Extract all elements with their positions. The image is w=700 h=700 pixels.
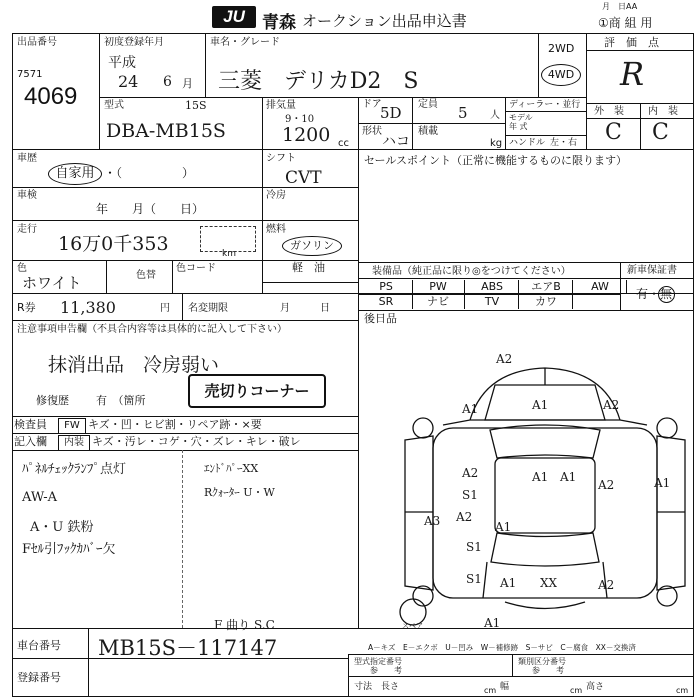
capacity-value: 5 xyxy=(458,104,468,122)
damage-mark: A1 xyxy=(532,398,549,412)
dims-cm3: cm xyxy=(676,686,689,695)
first-reg-label: 初度登録年月 xyxy=(104,37,164,48)
cc-unit: cc xyxy=(338,138,349,149)
interior-grade: C xyxy=(652,120,669,145)
damage-mark: A2 xyxy=(598,578,615,592)
equipment-item: ABS xyxy=(466,280,519,294)
class-number-ref: 参 考 xyxy=(532,666,564,675)
equipment-divider xyxy=(358,294,620,295)
handwritten-note: ﾊﾟﾈﾙﾁｪｯｸﾗﾝﾌﾟ点灯 xyxy=(22,462,127,477)
capacity-unit: 人 xyxy=(490,110,500,121)
damage-mark: S1 xyxy=(462,488,478,502)
color-swap-label: 色替 xyxy=(136,270,156,281)
org-name: 青森 xyxy=(262,13,296,33)
mileage-box xyxy=(200,226,256,252)
capacity-label: 定員 xyxy=(418,99,438,110)
shift-value: CVT xyxy=(285,168,322,188)
dealer-label: ディーラー・並行 xyxy=(509,100,581,110)
lot-small-number: 7571 xyxy=(17,69,43,80)
dims-height: 高さ xyxy=(586,682,605,692)
damage-legend: A－キズ E－エクボ U－凹み W－補修跡 S－サビ C－腐食 XX－交換済 xyxy=(368,643,636,652)
color-label: 色 xyxy=(17,263,27,274)
model-year-label: モデル 年 式 xyxy=(509,113,533,131)
first-reg-year: 24 xyxy=(118,72,139,91)
equipment-item: PS xyxy=(360,280,413,294)
dims-label: 寸法 長さ xyxy=(354,682,400,692)
model-note: 15S xyxy=(185,99,207,112)
damage-mark: A2 xyxy=(456,510,473,524)
warranty-value: 有・無 xyxy=(636,287,673,301)
chassis-label: 車台番号 xyxy=(17,639,61,652)
yen-unit: 円 xyxy=(160,303,170,314)
handwritten-note: A・U 鉄粉 xyxy=(30,520,94,535)
shape-label: 形状 xyxy=(362,126,382,137)
damage-mark: A1 xyxy=(532,470,549,484)
handle-options: 左・右 xyxy=(550,138,578,148)
warranty-none-circle xyxy=(658,286,675,303)
damage-mark: S1 xyxy=(466,540,482,554)
color-value: ホワイト xyxy=(22,274,82,292)
stamp-box: 売切りコーナー xyxy=(188,374,326,408)
damage-mark: S1 xyxy=(466,572,482,586)
history-value-circled: 自家用 xyxy=(48,163,102,185)
damage-mark: A3 xyxy=(424,514,441,528)
reg-no-label: 登録番号 xyxy=(17,671,61,684)
copy-number: ①商 組 用 xyxy=(598,16,653,30)
damage-mark: A1 xyxy=(462,402,479,416)
first-reg-month: 6 xyxy=(163,74,172,90)
inspector-label: 検査員 xyxy=(14,418,47,431)
sales-point-label: セールスポイント（正常に機能するものに限ります） xyxy=(364,154,628,167)
damage-mark: A1 xyxy=(654,476,671,490)
car-damage-diagram xyxy=(395,340,695,640)
handle-label: ハンドル xyxy=(509,138,546,148)
warranty-label: 新車保証書 xyxy=(627,265,677,276)
model-value: DBA-MB15S xyxy=(106,120,226,142)
name-change-value: 月 日 xyxy=(280,303,330,314)
damage-mark: A1 xyxy=(560,470,577,484)
ju-logo: JU xyxy=(212,6,256,28)
repair-label: 修復歴 xyxy=(36,394,69,407)
displacement-value: 1200 xyxy=(282,124,331,146)
equipment-item: エアB xyxy=(520,280,573,294)
drive-4wd-circled: 4WD xyxy=(541,64,581,86)
equipment-item: PW xyxy=(412,280,465,294)
handwritten-note: ｴﾝﾄﾞﾊﾟｰXX xyxy=(204,462,259,475)
equipment-item: TV xyxy=(466,295,519,309)
lot-number: 4069 xyxy=(24,83,78,110)
exterior-label: 外 装 xyxy=(594,106,624,117)
exterior-grade: C xyxy=(605,120,622,145)
ac-label: 冷房 xyxy=(266,190,286,201)
damage-mark: A2 xyxy=(496,352,513,366)
damage-mark: A1 xyxy=(500,576,517,590)
equipment-item: AW xyxy=(574,280,627,294)
load-label: 積載 xyxy=(418,126,438,137)
damage-mark: A2 xyxy=(603,398,620,412)
grade-label: 評 価 点 xyxy=(604,36,659,49)
shift-label: シフト xyxy=(266,153,296,164)
type-designation-label: 型式指定番号 xyxy=(354,657,402,666)
inspector-text: キズ・凹・ヒビ割・リペア跡・×要 xyxy=(88,418,262,431)
spare-label: スペア xyxy=(402,622,423,630)
damage-mark: A1 xyxy=(495,520,512,534)
dims-cm1: cm xyxy=(484,686,497,695)
km-unit: km xyxy=(222,249,236,259)
recycle-label: R券 xyxy=(17,301,36,314)
car-name-value: 三菱 デリカD2 S xyxy=(218,69,419,94)
date-hint: 月 日AA xyxy=(602,2,638,11)
damage-mark: A1 xyxy=(484,616,501,630)
dims-cm2: cm xyxy=(570,686,583,695)
entry-text: キズ・汚レ・コゲ・穴・ズレ・キレ・破レ xyxy=(92,435,301,448)
doors-label: ドア xyxy=(362,99,382,110)
notes-text: 抹消出品 冷房弱い xyxy=(48,354,220,376)
mileage-label: 走行 xyxy=(17,224,37,235)
mileage-value: 16万0千353 xyxy=(58,233,169,255)
car-name-label: 車名・グレード xyxy=(210,37,280,48)
form-title: オークション出品申込書 xyxy=(302,12,467,30)
type-designation-ref: 参 考 xyxy=(370,666,402,675)
doors-value: 5D xyxy=(380,104,402,122)
fw-box: FW xyxy=(58,418,86,434)
inspection-label: 車検 xyxy=(17,190,37,201)
month-unit: 月 xyxy=(182,77,193,90)
fuel-label: 燃料 xyxy=(266,224,286,235)
color-code-label: 色コード xyxy=(176,263,216,274)
handwritten-note: Fｾﾙ引ﾌｯｸｶﾊﾞｰ欠 xyxy=(22,542,116,557)
fuel-gasoline-circled: ガソリン xyxy=(282,236,342,256)
equipment-item: カワ xyxy=(520,295,573,309)
equipment-item: SR xyxy=(360,295,413,309)
damage-mark: A2 xyxy=(598,478,615,492)
kg-unit: kg xyxy=(490,138,503,149)
handwritten-note: Rｸｫｰﾀｰ U・W xyxy=(204,486,275,499)
damage-mark: XX xyxy=(540,576,558,590)
grade-score: R xyxy=(620,55,645,93)
drive-2wd: 2WD xyxy=(548,42,575,55)
displacement-note: 9・10 xyxy=(285,114,315,125)
name-change-label: 名変期限 xyxy=(188,303,228,314)
equipment-item: ナビ xyxy=(412,295,465,309)
notes-label: 注意事項申告欄（不具合内容等は具体的に記入して下さい） xyxy=(17,324,287,335)
displacement-label: 排気量 xyxy=(266,100,296,111)
repair-value: 有 （箇所 xyxy=(96,394,146,407)
fuel-diesel: 軽 油 xyxy=(292,261,325,274)
remarks-label: 後日品 xyxy=(364,312,397,325)
chassis-value: MB15S－117147 xyxy=(98,636,278,660)
model-label: 型式 xyxy=(104,100,124,111)
first-reg-era: 平成 xyxy=(108,55,136,71)
interior-tag-box: 内装 xyxy=(58,435,90,451)
equipment-label: 装備品（純正品に限り◎をつけてください） xyxy=(372,266,571,277)
class-number-label: 類別区分番号 xyxy=(518,657,566,666)
history-label: 車歴 xyxy=(17,153,37,164)
lot-label: 出品番号 xyxy=(17,37,57,48)
handwritten-note: AW-A xyxy=(22,490,58,505)
bottom-note: F 曲り S.C xyxy=(214,618,275,632)
entry-label: 記入欄 xyxy=(14,435,47,448)
inspection-value: 年 月（ 日） xyxy=(96,202,205,216)
interior-label: 内 装 xyxy=(648,106,678,117)
recycle-value: 11,380 xyxy=(60,298,116,317)
history-other: ・（ ） xyxy=(104,166,195,180)
dims-width: 幅 xyxy=(500,682,510,692)
damage-mark: A2 xyxy=(462,466,479,480)
shape-value: ハコ xyxy=(382,134,410,150)
